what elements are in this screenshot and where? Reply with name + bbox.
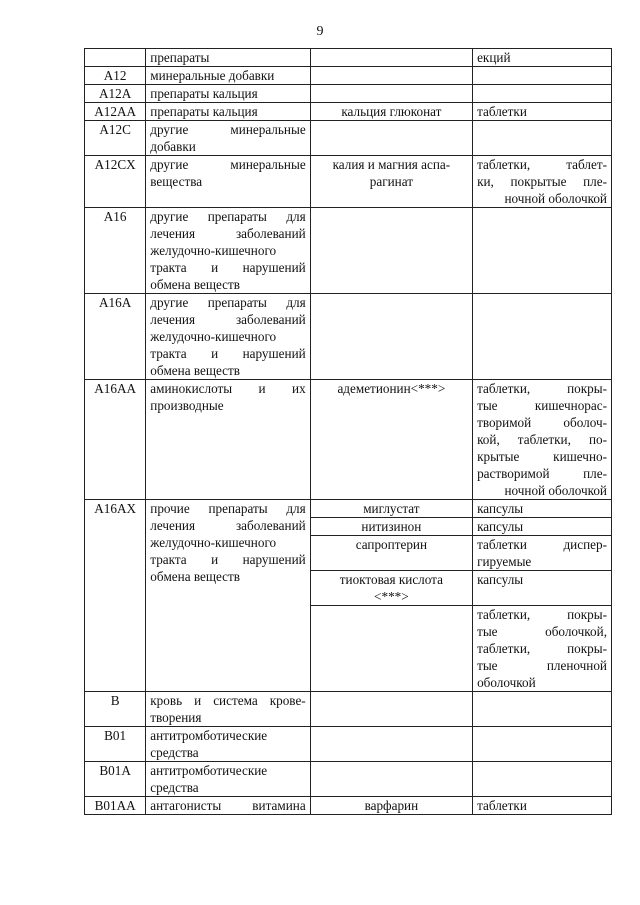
atc-name-line: тракта и нарушений bbox=[150, 552, 306, 567]
atc-name bbox=[146, 692, 310, 727]
atc-name-line: тракта и нарушений bbox=[150, 346, 306, 361]
table-row bbox=[85, 85, 612, 103]
atc-code: A12A bbox=[85, 85, 146, 103]
table-row bbox=[85, 156, 612, 208]
drug-name bbox=[310, 727, 472, 762]
dosage-form-line: тые кишечнорас- bbox=[477, 398, 607, 413]
dosage-form-line: таблетки, таблет- bbox=[477, 157, 607, 172]
dosage-form-line: ки, покрытые пле- bbox=[477, 174, 607, 189]
table-row bbox=[85, 208, 612, 294]
table-row bbox=[85, 67, 612, 85]
atc-code: B bbox=[85, 692, 146, 727]
dosage-form-line: таблетки, покры- bbox=[477, 607, 607, 622]
atc-name-line: обмена веществ bbox=[150, 363, 241, 378]
dosage-form-line: растворимой пле- bbox=[477, 466, 607, 481]
atc-name-line: лечения заболеваний bbox=[150, 518, 306, 533]
dosage-form: капсулы bbox=[473, 500, 612, 518]
drug-table bbox=[84, 48, 612, 815]
drug-name bbox=[310, 606, 472, 692]
atc-code: A12AA bbox=[85, 103, 146, 121]
dosage-form-line: ночной оболочкой bbox=[504, 483, 607, 498]
dosage-form: таблетки bbox=[473, 797, 612, 815]
drug-name: варфарин bbox=[310, 797, 472, 815]
dosage-form-line: ночной оболочкой bbox=[504, 191, 607, 206]
dosage-form bbox=[473, 85, 612, 103]
table-row bbox=[85, 294, 612, 380]
drug-name-line: тиоктовая кислота bbox=[339, 572, 443, 587]
atc-name-line: лечения заболеваний bbox=[150, 226, 306, 241]
atc-code: A12CX bbox=[85, 156, 146, 208]
drug-name bbox=[310, 67, 472, 85]
table-row bbox=[85, 797, 612, 815]
atc-name-line: средства bbox=[150, 745, 199, 760]
atc-name-line: желудочно-кишечного bbox=[150, 243, 277, 258]
atc-name bbox=[146, 762, 310, 797]
drug-name: нитизинон bbox=[310, 518, 472, 536]
dosage-form bbox=[473, 762, 612, 797]
atc-name-line: обмена веществ bbox=[150, 277, 241, 292]
atc-name bbox=[146, 208, 310, 294]
drug-name: миглустат bbox=[310, 500, 472, 518]
drug-name bbox=[310, 571, 472, 606]
drug-name-line: рагинат bbox=[369, 174, 413, 189]
dosage-form bbox=[473, 121, 612, 156]
atc-name-line: средства bbox=[150, 780, 199, 795]
dosage-form: капсулы bbox=[473, 571, 612, 606]
dosage-form-line: таблетки диспер- bbox=[477, 537, 607, 552]
drug-name: кальция глюконат bbox=[310, 103, 472, 121]
atc-code: B01A bbox=[85, 762, 146, 797]
atc-name bbox=[146, 500, 310, 692]
dosage-form-line: таблетки, покры- bbox=[477, 381, 607, 396]
atc-name bbox=[146, 294, 310, 380]
atc-name-line: желудочно-кишечного bbox=[150, 329, 277, 344]
atc-code: A16A bbox=[85, 294, 146, 380]
dosage-form bbox=[473, 380, 612, 500]
table-row bbox=[85, 103, 612, 121]
atc-name: препараты bbox=[146, 49, 310, 67]
dosage-form-line: гируемые bbox=[477, 554, 532, 569]
table-row bbox=[85, 380, 612, 500]
drug-name bbox=[310, 156, 472, 208]
dosage-form: таблетки bbox=[473, 103, 612, 121]
atc-name-line: вещества bbox=[150, 174, 203, 189]
atc-name bbox=[146, 121, 310, 156]
atc-name: препараты кальция bbox=[146, 85, 310, 103]
drug-name-line: калия и магния аспа- bbox=[332, 157, 451, 172]
page-number: 9 bbox=[316, 24, 324, 39]
drug-name bbox=[310, 49, 472, 67]
atc-code: A16AA bbox=[85, 380, 146, 500]
atc-name-line: другие минеральные bbox=[150, 157, 306, 172]
drug-name bbox=[310, 762, 472, 797]
atc-name-line: тракта и нарушений bbox=[150, 260, 306, 275]
drug-name bbox=[310, 208, 472, 294]
dosage-form bbox=[473, 294, 612, 380]
atc-name bbox=[146, 727, 310, 762]
atc-name-line: другие препараты для bbox=[150, 209, 306, 224]
dosage-form-line: кой, таблетки, по- bbox=[477, 432, 607, 447]
atc-name-line: другие минеральные bbox=[150, 122, 306, 137]
atc-name-line: творения bbox=[150, 710, 202, 725]
atc-name-line: прочие препараты для bbox=[150, 501, 306, 516]
dosage-form-line: творимой оболоч- bbox=[477, 415, 607, 430]
dosage-form-line: тые оболочкой, bbox=[477, 624, 607, 639]
atc-code: A16 bbox=[85, 208, 146, 294]
table-row bbox=[85, 727, 612, 762]
atc-name-line: желудочно-кишечного bbox=[150, 535, 277, 550]
dosage-form-line: таблетки, покры- bbox=[477, 641, 607, 656]
dosage-form-line: оболочкой bbox=[477, 675, 536, 690]
table-row bbox=[85, 121, 612, 156]
atc-name: антагонисты витамина bbox=[146, 797, 310, 815]
drug-name bbox=[310, 692, 472, 727]
drug-name bbox=[310, 85, 472, 103]
atc-code: A16AX bbox=[85, 500, 146, 692]
atc-name-line: лечения заболеваний bbox=[150, 312, 306, 327]
dosage-form: капсулы bbox=[473, 518, 612, 536]
dosage-form bbox=[473, 536, 612, 571]
dosage-form-line: крытые кишечно- bbox=[477, 449, 607, 464]
dosage-form bbox=[473, 67, 612, 85]
dosage-form bbox=[473, 692, 612, 727]
atc-code: A12C bbox=[85, 121, 146, 156]
atc-code bbox=[85, 49, 146, 67]
atc-name-line: обмена веществ bbox=[150, 569, 241, 584]
atc-name bbox=[146, 156, 310, 208]
table-row bbox=[85, 692, 612, 727]
atc-name: препараты кальция bbox=[146, 103, 310, 121]
table-row bbox=[85, 762, 612, 797]
atc-name bbox=[146, 380, 310, 500]
atc-name-line: другие препараты для bbox=[150, 295, 306, 310]
table-row bbox=[85, 49, 612, 67]
atc-name-line: добавки bbox=[150, 139, 196, 154]
dosage-form bbox=[473, 606, 612, 692]
atc-name-line: антитромботические bbox=[150, 763, 268, 778]
atc-name-line: антитромботические bbox=[150, 728, 268, 743]
atc-name: минеральные добавки bbox=[146, 67, 310, 85]
dosage-form: екций bbox=[473, 49, 612, 67]
dosage-form bbox=[473, 208, 612, 294]
atc-code: B01AA bbox=[85, 797, 146, 815]
drug-name: сапроптерин bbox=[310, 536, 472, 571]
drug-name bbox=[310, 294, 472, 380]
table-row bbox=[85, 500, 612, 518]
drug-name bbox=[310, 121, 472, 156]
dosage-form-line: тые пленочной bbox=[477, 658, 607, 673]
drug-name: адеметионин<***> bbox=[310, 380, 472, 500]
atc-code: A12 bbox=[85, 67, 146, 85]
atc-name-line: производные bbox=[150, 398, 224, 413]
dosage-form bbox=[473, 156, 612, 208]
atc-code: B01 bbox=[85, 727, 146, 762]
drug-name-line: <***> bbox=[374, 589, 409, 604]
atc-name-line: аминокислоты и их bbox=[150, 381, 306, 396]
atc-name-line: кровь и система крове- bbox=[150, 693, 306, 708]
dosage-form bbox=[473, 727, 612, 762]
